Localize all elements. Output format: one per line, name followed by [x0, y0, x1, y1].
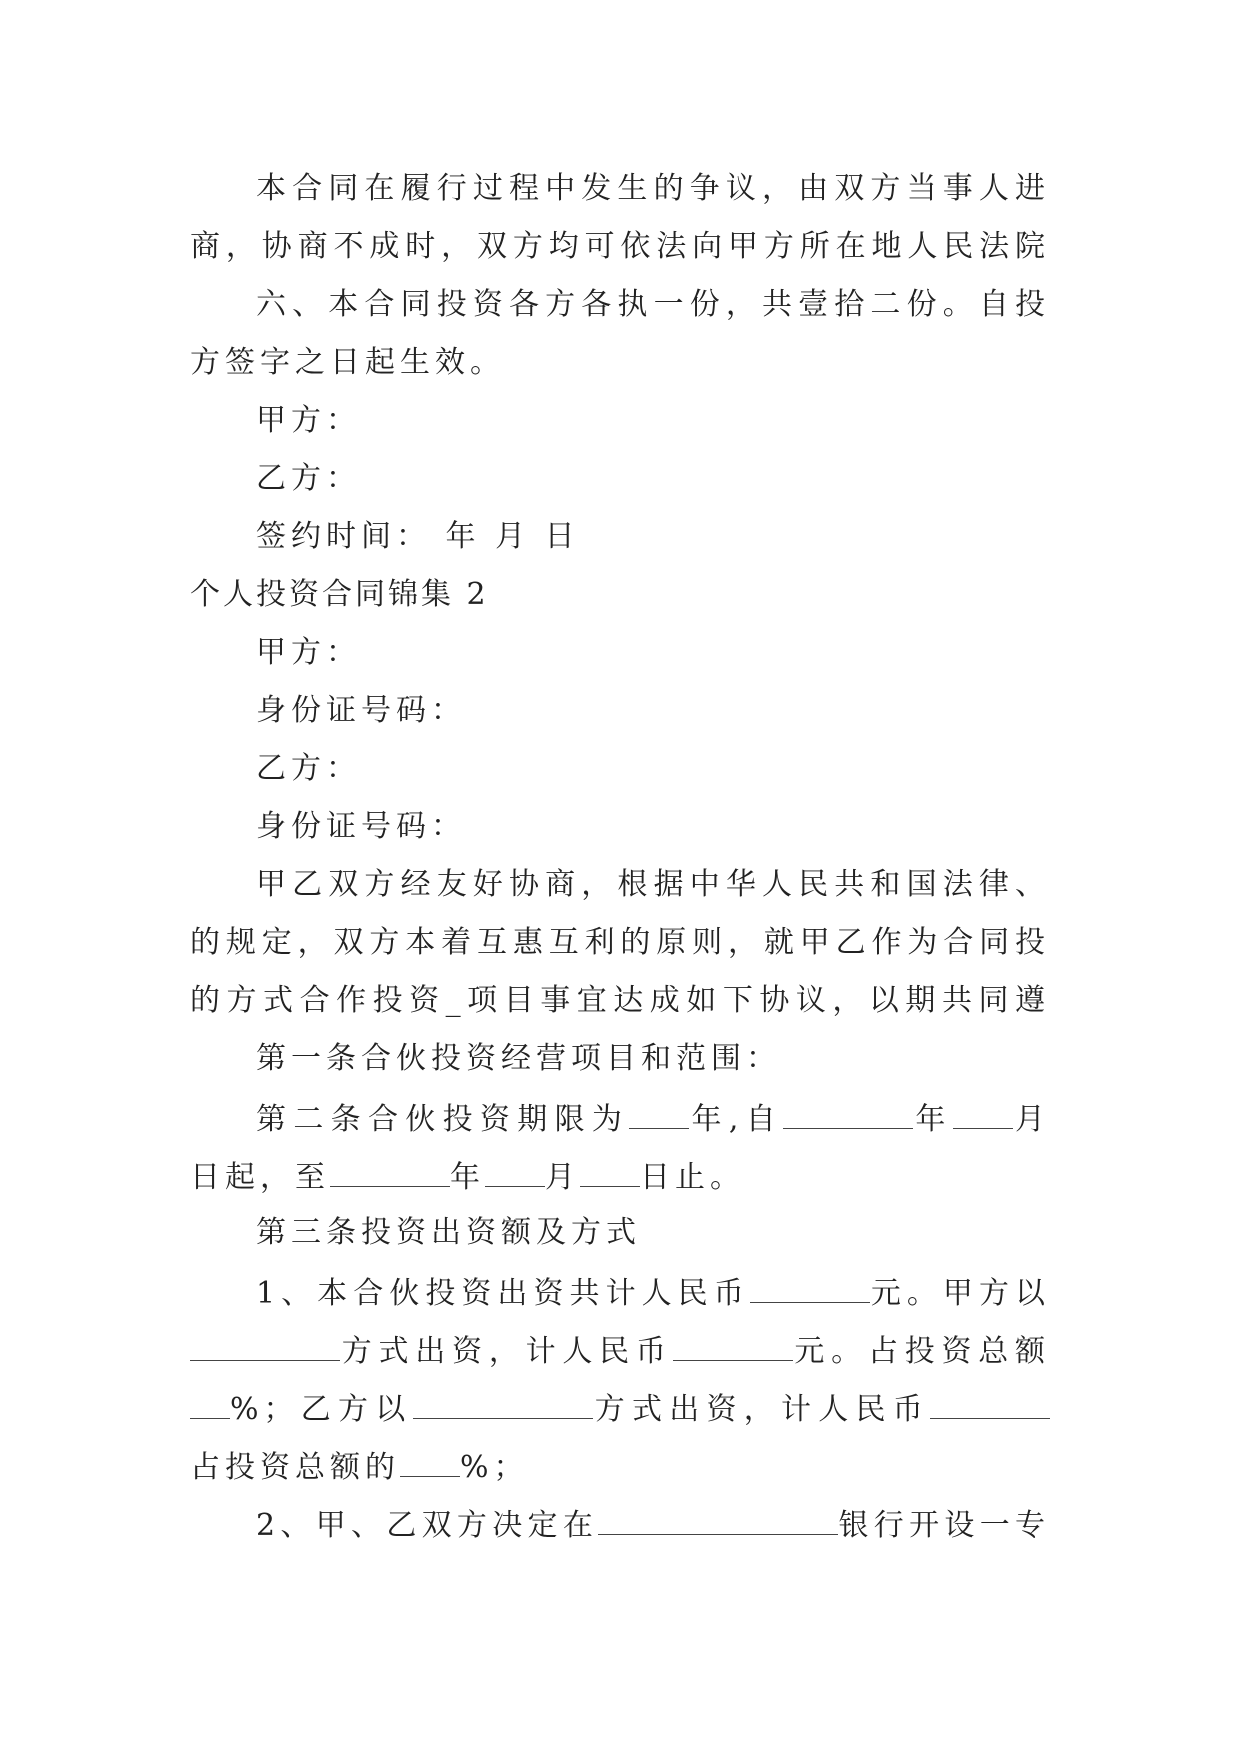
document-line: 第三条投资出资额及方式 — [256, 1215, 641, 1250]
fill-in-blank — [953, 1088, 1013, 1129]
fill-in-blank — [673, 1320, 793, 1361]
document-line: 甲乙双方经友好协商，根据中华人民共和国法律、 — [256, 867, 1050, 902]
document-line: 方式出资，计人民币 元。占投资总额 — [190, 1320, 1050, 1378]
document-line: 日起，至 年 月 日止。 — [190, 1146, 1050, 1204]
document-line: 六、本合同投资各方各执一份，共壹拾二份。自投 — [256, 287, 1050, 322]
fill-in-blank — [330, 1146, 450, 1187]
document-line: 本合同在履行过程中发生的争议，由双方当事人进 — [256, 171, 1050, 206]
document-line: 签约时间： 年 月 日 — [256, 519, 580, 554]
document-line: 1、本合伙投资出资共计人民币 元。甲方以 — [190, 1262, 1050, 1320]
document-line: 的方式合作投资_项目事宜达成如下协议，以期共同遵 — [190, 983, 1050, 1018]
document-line: 占投资总额的 %； — [190, 1436, 1050, 1494]
document-line: 乙方： — [256, 461, 361, 496]
document-line: 甲方： — [256, 403, 361, 438]
fill-in-blank — [783, 1088, 913, 1129]
document-line: 甲方： — [256, 635, 361, 670]
fill-in-blank — [485, 1146, 545, 1187]
section-title: 个人投资合同锦集 2 — [190, 577, 489, 612]
document-line: 第一条合伙投资经营项目和范围： — [256, 1041, 781, 1076]
document-line: 的规定，双方本着互惠互利的原则，就甲乙作为合同投 — [190, 925, 1050, 960]
fill-in-blank — [190, 1378, 230, 1419]
fill-in-blank — [400, 1436, 460, 1477]
fill-in-blank — [580, 1146, 640, 1187]
document-line: 2、甲、乙双方决定在 银行开设一专 — [190, 1494, 1050, 1552]
document-line: 身份证号码： — [256, 693, 466, 728]
contract-page — [190, 160, 1050, 1552]
document-line: 乙方： — [256, 751, 361, 786]
fill-in-blank — [190, 1320, 340, 1361]
document-line: %；乙方以 方式出资，计人民币 — [190, 1378, 1050, 1436]
document-line: 第二条合伙投资期限为 年,自 年 月 — [190, 1088, 1050, 1146]
fill-in-blank — [629, 1088, 689, 1129]
fill-in-blank — [598, 1494, 838, 1535]
fill-in-blank — [413, 1378, 593, 1419]
fill-in-blank — [750, 1262, 870, 1303]
document-line: 方签字之日起生效。 — [190, 345, 505, 380]
document-line: 商，协商不成时，双方均可依法向甲方所在地人民法院 — [190, 229, 1050, 264]
document-line: 身份证号码： — [256, 809, 466, 844]
fill-in-blank — [930, 1378, 1050, 1419]
